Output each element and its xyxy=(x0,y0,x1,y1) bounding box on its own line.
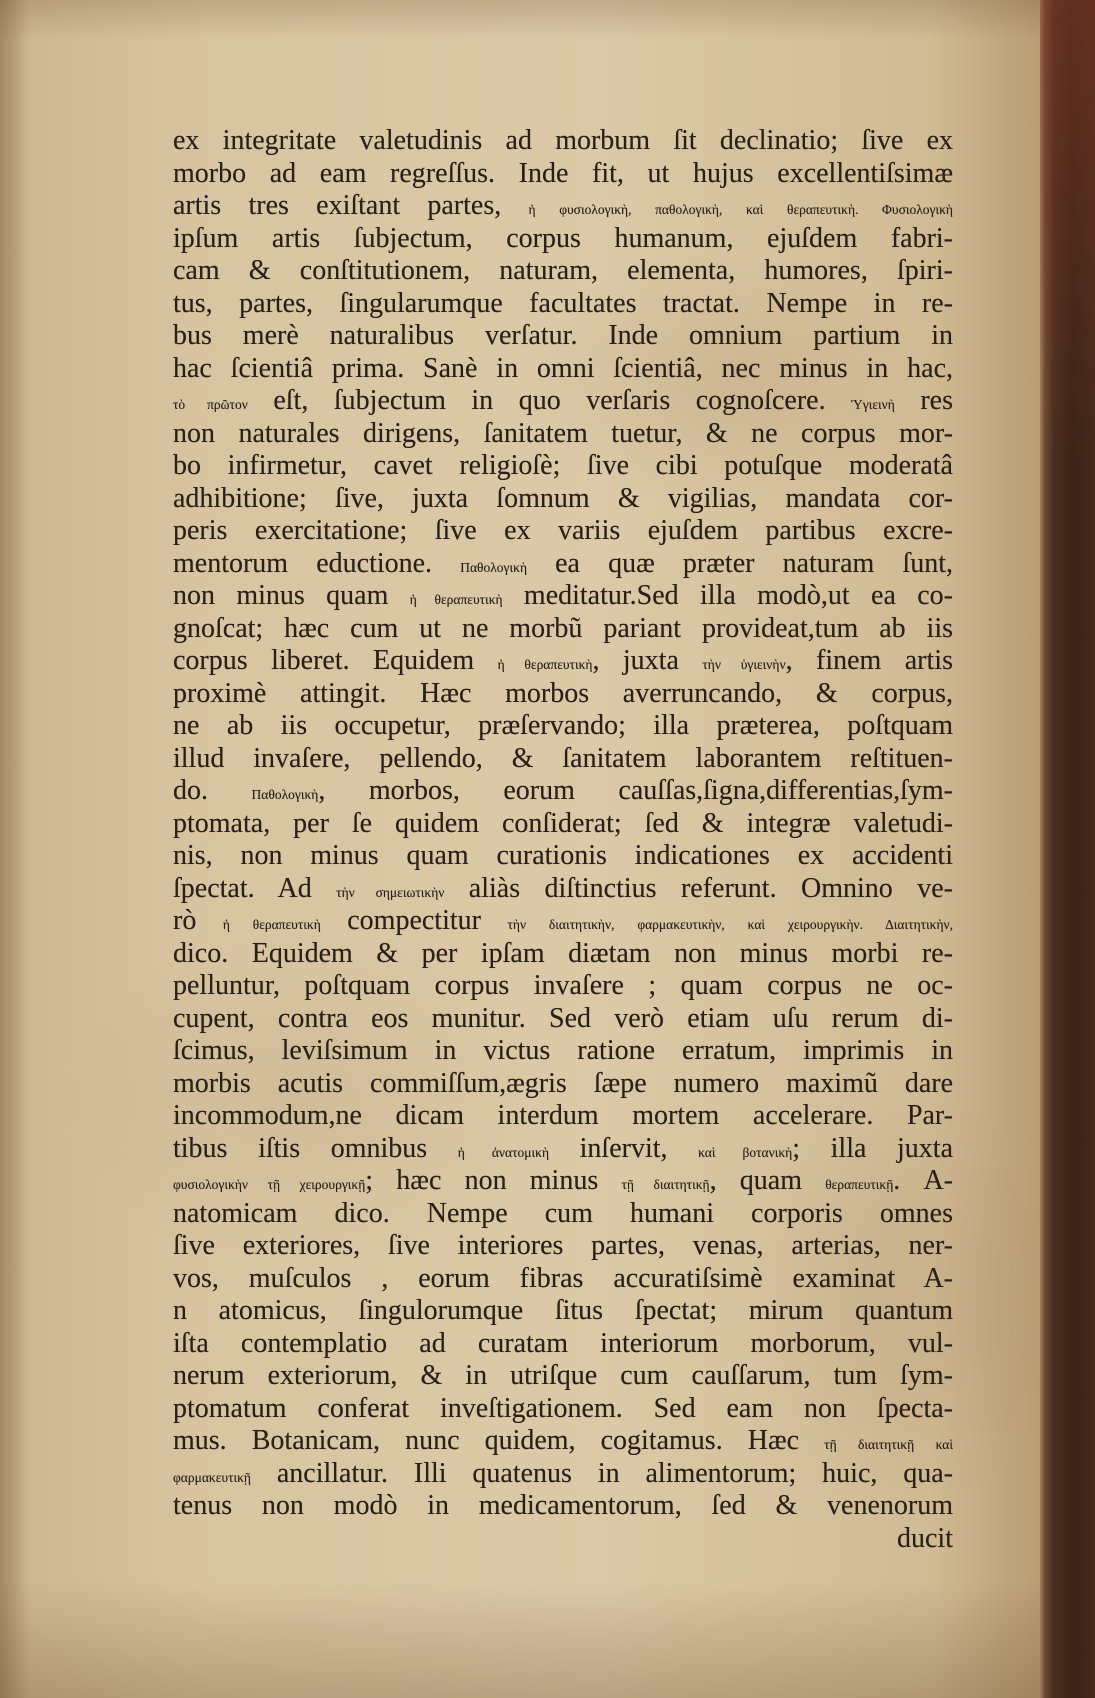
latin-text: compectitur xyxy=(320,905,508,936)
latin-text: ſpectat. Ad xyxy=(173,872,337,904)
latin-text: corpus liberet. Equidem xyxy=(173,645,498,676)
latin-text: cupent, contra eos munitur. Sed verò etiam uſu rerum di- xyxy=(173,1002,953,1034)
latin-text: nis, non minus quam curationis indicationes ex accidenti xyxy=(173,840,953,871)
latin-text: bus merè naturalibus verſatur. Inde omnium partium in xyxy=(173,320,953,351)
latin-text: adhibitione; ſive, juxta ſomnum & vigilias, mandata cor- xyxy=(173,482,953,514)
latin-text: incommodum,ne dicam interdum mortem accelerare. Par- xyxy=(173,1100,953,1131)
text-line xyxy=(173,645,953,678)
greek-text: φυσιολογικὴν τῇ χειρουργικῇ xyxy=(173,1177,366,1192)
latin-text: aliàs diſtinctius referunt. Omnino ve- xyxy=(444,872,953,904)
text-line xyxy=(173,1295,953,1328)
latin-text: ptomata, per ſe quidem conſiderat; ſed & integræ valetudi- xyxy=(173,807,953,839)
text-line xyxy=(173,483,953,516)
greek-text: τὴν ὑγιεινὴν xyxy=(702,657,786,672)
greek-text: ἡ θεραπευτικὴ xyxy=(222,917,321,932)
greek-text: τὴν σημειωτικὴν xyxy=(336,884,445,900)
latin-text: pelluntur, poſtquam corpus invaſere ; quam corpus ne oc- xyxy=(173,970,953,1001)
text-line xyxy=(173,223,953,256)
text-line xyxy=(173,1490,953,1523)
latin-text: proximè attingit. Hæc morbos averruncando, & corpus, xyxy=(173,677,953,709)
text-line xyxy=(173,1230,953,1263)
latin-text: ex integritate valetudinis ad morbum ſit declinatio; ſive ex xyxy=(173,125,953,156)
text-line xyxy=(173,1263,953,1296)
text-line xyxy=(173,710,953,743)
latin-text: . A- xyxy=(893,1165,953,1196)
text-line xyxy=(173,743,953,776)
text-line xyxy=(173,938,953,971)
latin-text: cam & conſtitutionem, naturam, elementa, humores, ſpiri- xyxy=(173,255,953,286)
text-line xyxy=(173,1003,953,1036)
text-line xyxy=(173,1068,953,1101)
text-line xyxy=(173,1458,953,1491)
latin-text: ancillatur. Illi quatenus in alimentorum; huic, qua- xyxy=(251,1457,953,1489)
latin-text: illud invaſere, pellendo, & ſanitatem laborantem reſtituen- xyxy=(173,742,953,774)
text-line xyxy=(173,840,953,873)
latin-text: ne ab iis occupetur, præſervando; illa præterea, poſtquam xyxy=(173,710,953,741)
text-line xyxy=(173,775,953,808)
latin-text: hac ſcientiâ prima. Sanè in omni ſcientiâ, nec minus in hac, xyxy=(173,352,953,384)
latin-text: non naturales dirigens, ſanitatem tuetur, & ne corpus mor- xyxy=(173,417,953,449)
text-line xyxy=(173,905,953,938)
greek-text: Παθολογικὴ xyxy=(460,559,527,575)
text-line xyxy=(173,1100,953,1133)
binding-edge-tint xyxy=(1040,0,1095,460)
catchword xyxy=(173,1523,953,1556)
latin-text: ea quæ præter naturam ſunt, xyxy=(527,547,953,579)
latin-text: do. xyxy=(173,775,252,806)
text-line xyxy=(173,288,953,321)
text-line xyxy=(173,1425,953,1458)
greek-text: φαρμακευτικῇ xyxy=(173,1469,251,1485)
latin-text: iſta contemplatio ad curatam interiorum morborum, vul- xyxy=(173,1327,953,1359)
latin-text: tibus iſtis omnibus xyxy=(173,1132,458,1164)
greek-text: τὸ πρῶτον xyxy=(173,397,248,412)
text-line xyxy=(173,548,953,581)
text-line xyxy=(173,1133,953,1166)
text-line xyxy=(173,418,953,451)
latin-text: bo infirmetur, cavet religioſè; ſive cibi potuſque moderatâ xyxy=(173,450,953,481)
greek-text: ἡ ἀνατομικὴ xyxy=(457,1144,550,1160)
latin-text: mus. Botanicam, nunc quidem, cogitamus. Hæc xyxy=(173,1425,825,1456)
text-line xyxy=(173,970,953,1003)
latin-text: nerum exteriorum, & in utriſque cum cauſſarum, tum ſym- xyxy=(173,1360,953,1391)
text-line xyxy=(173,1035,953,1068)
text-line xyxy=(173,385,953,418)
text-line xyxy=(173,158,953,191)
text-line xyxy=(173,873,953,906)
latin-text: , finem artis xyxy=(785,645,953,676)
text-line xyxy=(173,1198,953,1231)
latin-text: , morbos, eorum cauſſas,ſigna,differentias,ſym- xyxy=(318,775,953,806)
latin-text: artis tres exiſtant partes, xyxy=(173,190,529,221)
text-line xyxy=(173,1165,953,1198)
latin-text: inſervit, xyxy=(549,1132,699,1164)
latin-text: mentorum eductione. xyxy=(173,547,461,579)
greek-text: τὴν διαιτητικὴν, φαρμακευτικὴν, καὶ χειρουργικὴν. Διαιτητικὴν, xyxy=(507,917,953,932)
text-line xyxy=(173,808,953,841)
text-line xyxy=(173,613,953,646)
greek-text: καὶ βοτανικὴ xyxy=(698,1144,793,1160)
latin-text: rò xyxy=(173,905,223,936)
text-line xyxy=(173,320,953,353)
text-block xyxy=(173,125,953,1555)
latin-text: vos, muſculos , eorum fibras accuratiſsimè examinat A- xyxy=(173,1262,953,1294)
latin-text: morbis acutis commiſſum,ægris ſæpe numero maximũ dare xyxy=(173,1067,953,1099)
greek-text: ἡ θεραπευτικὴ xyxy=(409,592,503,607)
latin-text: ipſum artis ſubjectum, corpus humanum, ejuſdem fabri- xyxy=(173,222,953,254)
text-line xyxy=(173,1328,953,1361)
latin-text: peris exercitatione; ſive ex variis ejuſdem partibus excre- xyxy=(173,515,953,546)
greek-text: Παθολογικὴ xyxy=(251,787,319,802)
latin-text: ptomatum conferat inveſtigationem. Sed eam non ſpecta- xyxy=(173,1392,953,1424)
latin-text: res xyxy=(894,385,953,416)
latin-text: ; hæc non minus xyxy=(365,1165,622,1196)
text-line xyxy=(173,1393,953,1426)
latin-text: , juxta xyxy=(592,645,703,676)
latin-text: natomicam dico. Nempe cum humani corporis omnes xyxy=(173,1197,953,1229)
latin-text: n atomicus, ſingulorumque ſitus ſpectat; mirum quantum xyxy=(173,1295,953,1326)
greek-text: ἡ φυσιολογικὴ, παθολογικὴ, καὶ θεραπευτικὴ. Φυσιολογικὴ xyxy=(528,202,953,217)
greek-text: θεραπευτικῇ xyxy=(825,1177,894,1192)
latin-text: dico. Equidem & per ipſam diætam non minus morbi re- xyxy=(173,937,953,969)
latin-text: , quam xyxy=(709,1165,826,1196)
latin-text: tenus non modò in medicamentorum, ſed & venenorum xyxy=(173,1490,953,1521)
text-line xyxy=(173,580,953,613)
greek-text: τῇ διαιτητικῇ καὶ xyxy=(824,1437,953,1452)
text-line xyxy=(173,255,953,288)
text-line xyxy=(173,353,953,386)
greek-text: ἡ θεραπευτικὴ xyxy=(497,657,593,672)
latin-text: tus, partes, ſingularumque facultates tractat. Nempe in re- xyxy=(173,287,953,319)
greek-text: τῇ διαιτητικῇ xyxy=(621,1177,710,1192)
latin-text: eſt, ſubjectum in quo verſaris cognoſcere. xyxy=(247,385,852,416)
catchword-text: ducit xyxy=(897,1522,953,1554)
text-line xyxy=(173,190,953,223)
latin-text: ſcimus, leviſsimum in victus ratione erratum, imprimis in xyxy=(173,1035,953,1066)
latin-text: morbo ad eam regreſſus. Inde fit, ut hujus excellentiſsimæ xyxy=(173,157,953,189)
text-line xyxy=(173,1360,953,1393)
text-line xyxy=(173,125,953,158)
text-line xyxy=(173,678,953,711)
latin-text: non minus quam xyxy=(173,580,410,611)
latin-text: ; illa juxta xyxy=(792,1132,953,1164)
greek-text: Ὑγιεινὴ xyxy=(851,397,895,412)
text-line xyxy=(173,450,953,483)
latin-text: ſive exteriores, ſive interiores partes, venas, arterias, ner- xyxy=(173,1230,953,1261)
latin-text: gnoſcat; hæc cum ut ne morbũ pariant provideat,tum ab iis xyxy=(173,612,953,644)
text-line xyxy=(173,515,953,548)
latin-text: meditatur.Sed illa modò,ut ea co- xyxy=(502,580,953,611)
